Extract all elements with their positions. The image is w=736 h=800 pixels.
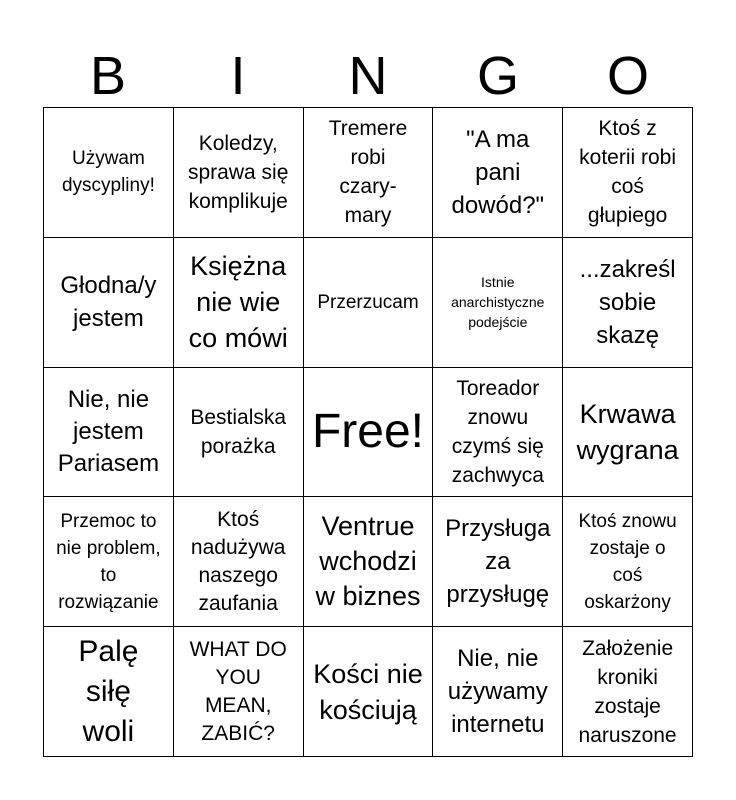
bingo-cell-r3c5[interactable] <box>563 368 693 498</box>
bingo-header <box>43 45 693 107</box>
cell-text: Kości nie kościują <box>313 658 423 725</box>
header-letter-n: N <box>348 46 388 106</box>
cell-text: Księżna nie wie co mówi <box>188 251 288 354</box>
bingo-cell-free[interactable] <box>304 368 434 498</box>
bingo-cell-r3c4[interactable] <box>433 368 563 498</box>
cell-text: Tremere robi czary-mary <box>328 117 408 228</box>
cell-text: Ventrue wchodzi w biznes <box>315 511 421 612</box>
cell-text: WHAT DO YOU MEAN, ZABIĆ? <box>189 637 287 745</box>
cell-text: Założenie kroniki zostaje naruszone <box>578 636 677 747</box>
bingo-card-grid <box>43 107 693 757</box>
bingo-cell-r4c4[interactable] <box>433 497 563 627</box>
bingo-cell-r4c5[interactable] <box>563 497 693 627</box>
cell-text: Przemoc to nie problem, to rozwiązanie <box>56 510 161 613</box>
bingo-cell-r1c5[interactable] <box>563 108 693 238</box>
bingo-cell-r3c1[interactable] <box>44 368 174 498</box>
cell-text: "A ma pani dowód?" <box>451 125 545 219</box>
cell-text: Toreador znowu czymś się zachwyca <box>451 376 544 487</box>
bingo-cell-r4c2[interactable] <box>174 497 304 627</box>
cell-text: Ktoś nadużywa naszego zaufania <box>190 507 286 615</box>
cell-text: Ktoś z koterii robi coś głupiego <box>579 117 677 228</box>
cell-text: Palę siłę woli <box>78 634 139 748</box>
cell-text: Istnie anarchistyczne podejście <box>451 274 545 331</box>
cell-text: Ktoś znowu zostaje o coś oskarżony <box>578 510 677 613</box>
cell-text-free: Free! <box>311 404 424 458</box>
bingo-cell-r1c3[interactable] <box>304 108 434 238</box>
bingo-cell-r2c5[interactable] <box>563 238 693 368</box>
cell-text: Przysługa za przysługę <box>445 515 551 609</box>
bingo-cell-r5c5[interactable] <box>563 627 693 757</box>
bingo-cell-r5c3[interactable] <box>304 627 434 757</box>
bingo-cell-r2c1[interactable] <box>44 238 174 368</box>
header-letter-g: G <box>476 46 519 106</box>
bingo-cell-r4c1[interactable] <box>44 497 174 627</box>
bingo-cell-r5c4[interactable] <box>433 627 563 757</box>
bingo-cell-r1c4[interactable] <box>433 108 563 238</box>
cell-text: Głodna/y jestem <box>60 272 157 333</box>
cell-text: Bestialska porażka <box>190 405 287 458</box>
bingo-cell-r1c2[interactable] <box>174 108 304 238</box>
bingo-cell-r3c2[interactable] <box>174 368 304 498</box>
bingo-cell-r5c2[interactable] <box>174 627 304 757</box>
cell-text: Używam dyscypliny! <box>61 148 155 197</box>
header-letter-o: O <box>606 46 649 106</box>
cell-text: ...zakreśl sobie skazę <box>579 255 676 349</box>
cell-text: Nie, nie jestem Pariasem <box>57 385 160 477</box>
bingo-cell-r2c3[interactable] <box>304 238 434 368</box>
cell-text: Przerzucam <box>317 291 419 313</box>
bingo-cell-r4c3[interactable] <box>304 497 434 627</box>
header-letter-b: B <box>89 46 127 106</box>
bingo-cell-r2c4[interactable] <box>433 238 563 368</box>
bingo-cell-r2c2[interactable] <box>174 238 304 368</box>
bingo-cell-r1c1[interactable] <box>44 108 174 238</box>
cell-text: Krwawa wygrana <box>576 398 679 465</box>
bingo-cell-r5c1[interactable] <box>44 627 174 757</box>
header-letter-i: I <box>230 46 246 106</box>
cell-text: Koledzy, sprawa się komplikuje <box>188 131 289 213</box>
cell-text: Nie, nie używamy internetu <box>447 645 548 739</box>
